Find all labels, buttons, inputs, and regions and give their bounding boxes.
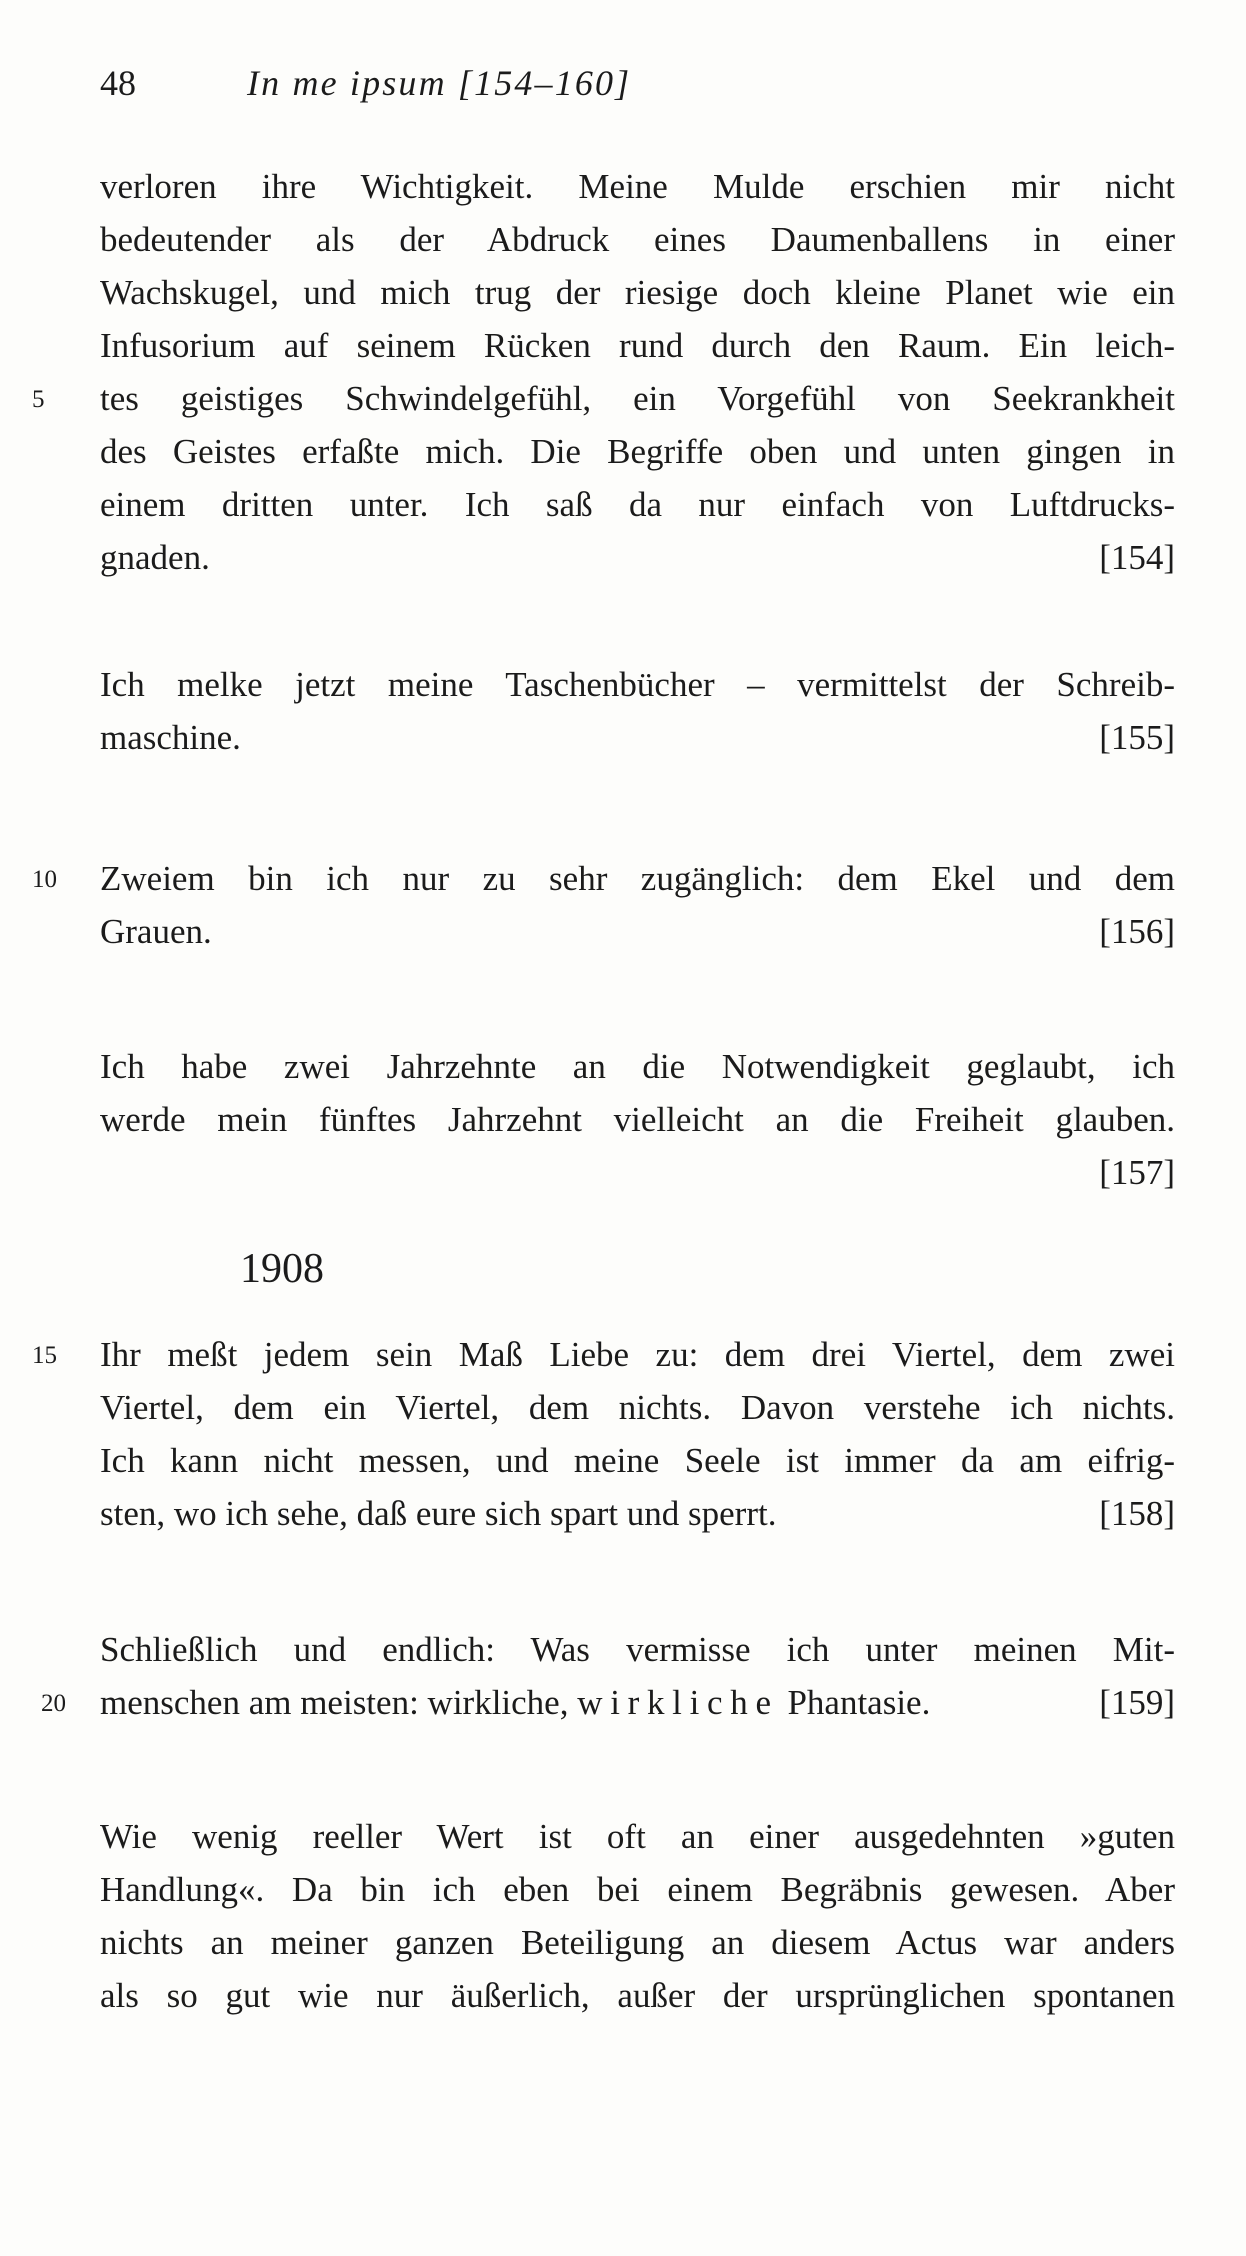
text-line-content: tes geistiges Schwindelgefühl, ein Vorgefühl von Seekrankheit (100, 379, 1175, 418)
text-line (100, 213, 1175, 266)
text-line (100, 1810, 1175, 1863)
aphorism-ref-158: [158] (1099, 1494, 1175, 1533)
text-line-content: werde mein fünftes Jahrzehnt vielleicht an die Freiheit glauben. (100, 1100, 1175, 1139)
aphorism-154 (32, 160, 1175, 584)
text-line-content: einem dritten unter. Ich saß da nur einfach von Luftdrucks- (100, 485, 1175, 524)
aphorism-ref-159: [159] (1099, 1683, 1175, 1722)
text-line (100, 319, 1175, 372)
text-line (100, 160, 1175, 213)
aphorism-156 (32, 852, 1175, 958)
text-line (100, 1916, 1175, 1969)
text-line-content: maschine. (100, 718, 241, 757)
text-line-content: Ihr meßt jedem sein Maß Liebe zu: dem drei Viertel, dem zwei (100, 1335, 1175, 1374)
paragraph-end-line (100, 1487, 1175, 1540)
text-line-content: sten, wo ich sehe, daß eure sich spart und sperrt. (100, 1494, 777, 1533)
text-line (100, 1093, 1175, 1146)
aphorism-ref-157: [157] (1099, 1153, 1175, 1192)
text-line (100, 478, 1175, 531)
text-line (100, 1040, 1175, 1093)
text-line (100, 1623, 1175, 1676)
text-line-content: Ich melke jetzt meine Taschenbücher – vermittelst der Schreib- (100, 665, 1175, 704)
text-line-content: Wie wenig reeller Wert ist oft an einer ausgedehnten »guten (100, 1817, 1175, 1856)
text-line-content: Grauen. (100, 912, 212, 951)
text-line-content (100, 1676, 930, 1729)
text-line-content: nichts an meiner ganzen Beteiligung an diesem Actus war anders (100, 1923, 1175, 1962)
paragraph-end-line (100, 531, 1175, 584)
text-line (32, 852, 1175, 905)
text-line-content: Handlung«. Da bin ich eben bei einem Begräbnis gewesen. Aber (100, 1870, 1175, 1909)
text-line (32, 372, 1175, 425)
year-heading-1908: 1908 (240, 1246, 324, 1292)
text-line-content: verloren ihre Wichtigkeit. Meine Mulde erschien mir nicht (100, 167, 1175, 206)
text-line (100, 1434, 1175, 1487)
text-line (100, 1381, 1175, 1434)
paragraph-end-line (100, 1146, 1175, 1199)
text-line (100, 1969, 1175, 2022)
paragraph-end-line (100, 711, 1175, 764)
text-line (100, 658, 1175, 711)
text-line-content: bedeutender als der Abdruck eines Daumenballens in einer (100, 220, 1175, 259)
text-line (32, 1328, 1175, 1381)
text-line-content: als so gut wie nur äußerlich, außer der ursprünglichen spontanen (100, 1976, 1175, 2015)
text-line-content: Ich kann nicht messen, und meine Seele ist immer da am eifrig- (100, 1441, 1175, 1480)
text-line (100, 1863, 1175, 1916)
page-number: 48 (100, 63, 136, 103)
running-title: In me ipsum [154–160] (247, 63, 632, 103)
aphorism-157 (100, 1040, 1175, 1199)
paragraph-end-line (100, 905, 1175, 958)
text-segment: Phantasie. (778, 1683, 931, 1722)
text-line-content: Ich habe zwei Jahrzehnte an die Notwendigkeit geglaubt, ich (100, 1047, 1175, 1086)
aphorism-159 (41, 1623, 1175, 1729)
text-segment: menschen am meisten: wirkliche, (100, 1683, 578, 1722)
text-line-content: Wachskugel, und mich trug der riesige doch kleine Planet wie ein (100, 273, 1175, 312)
text-line (100, 425, 1175, 478)
page-header (100, 57, 1175, 110)
margin-line-number-5: 5 (32, 386, 45, 413)
text-line-content: des Geistes erfaßte mich. Die Begriffe oben und unten gingen in (100, 432, 1175, 471)
aphorism-160 (100, 1810, 1175, 2022)
paragraph-end-line (41, 1676, 1175, 1729)
text-line-content: Zweiem bin ich nur zu sehr zugänglich: dem Ekel und dem (100, 859, 1175, 898)
aphorism-ref-156: [156] (1099, 912, 1175, 951)
text-line-content: Schließlich und endlich: Was vermisse ich unter meinen Mit- (100, 1630, 1175, 1669)
aphorism-158 (32, 1328, 1175, 1540)
aphorism-155 (100, 658, 1175, 764)
margin-line-number-20: 20 (41, 1690, 66, 1717)
text-line-content: gnaden. (100, 538, 210, 577)
text-line-content: Viertel, dem ein Viertel, dem nichts. Davon verstehe ich nichts. (100, 1388, 1175, 1427)
letterspaced-text-segment: wirkliche (577, 1683, 779, 1722)
text-line (100, 266, 1175, 319)
text-line-content: Infusorium auf seinem Rücken rund durch den Raum. Ein leich- (100, 326, 1175, 365)
aphorism-ref-154: [154] (1099, 538, 1175, 577)
aphorism-ref-155: [155] (1099, 718, 1175, 757)
margin-line-number-15: 15 (32, 1342, 57, 1369)
margin-line-number-10: 10 (32, 866, 57, 893)
